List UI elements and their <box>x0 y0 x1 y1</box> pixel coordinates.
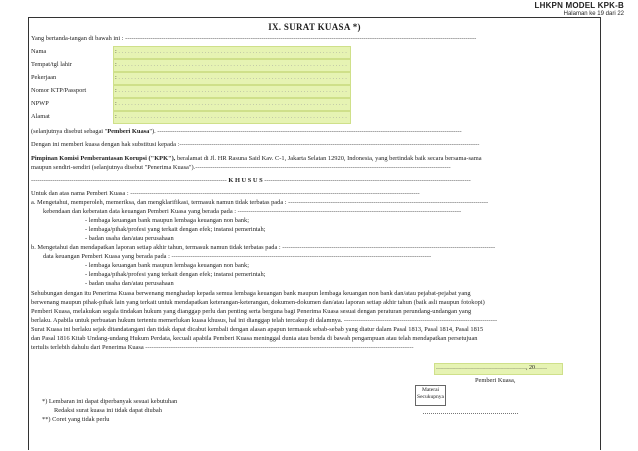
khusus-line: -------------------------------------------------------------------------------------------- K H U S U S ------------------------------------------------------------------------------------------------- <box>31 177 471 184</box>
item-b-bullet: - badan usaha dan/atau perusahaan <box>85 280 174 287</box>
selanjutnya-line: (selanjutnya disebut sebagai "Pemberi Kuasa"). ----------------------------------------------------------------------------------------------------------------------------------------------- <box>31 128 462 135</box>
item-b-bullet: - lembaga keuangan bank maupun lembaga keuangan non bank; <box>85 262 249 269</box>
materai-stamp-box <box>415 385 446 406</box>
untuk-line: Untuk dan atas nama Pemberi Kuasa : ---------------------------------------------------------------------------------------------------------------------------------------- <box>31 190 420 197</box>
section-title: IX. SURAT KUASA *) <box>268 22 361 32</box>
sendiri-line: maupun sendiri-sendiri (selanjutnya disebut "Penerima Kuasa").------------------------------------------------------------------------------------------------------------------------ <box>31 164 451 171</box>
footnote: **) Coret yang tidak perlu <box>42 416 110 423</box>
signature-caption: Pemberi Kuasa, <box>475 377 516 384</box>
form-model-label: LHKPN MODEL KPK-B <box>534 1 624 10</box>
field-label-pekerjaan: Pekerjaan <box>31 74 57 81</box>
stamp-label: Secukupnya <box>417 393 444 400</box>
item-a-bullet: - badan usaha dan/atau perusahaan <box>85 235 174 242</box>
paragraph-line: berlaku. Apabila untuk perbuatan hukum tertentu memerlukan kuasa khusus, hal ini dianggap telah tercakup di dalamnya. ------------------------------------------------------------------------ <box>31 317 498 324</box>
item-b-bullet: - lembaga/pihak/profesi yang terkait dengan efek; instansi pemerintah; <box>85 271 266 278</box>
item-a-line1: a. Mengetahui, memperoleh, memeriksa, dan mengklarifikasi, termasuk namun tidak terbatas pada : ---------------------------------------------------------------------------------------------- <box>31 199 489 206</box>
field-sep: : . . . . . . . . . . . . . . . . . . . . . . . . . . . . . . . . . . . . . . . . . . . . . . . . . . . . . . . . . . . . . . . . . . . . . . . . <box>115 74 347 81</box>
field-label-nama: Nama <box>31 48 47 55</box>
page-number: Halaman ke 19 dari 22 <box>563 11 624 17</box>
item-a-line2: kebendaan dan keberatan data keuangan Pemberi Kuasa yang berada pada : --------------------------------------------------------------------------------------------------------- <box>43 208 462 215</box>
signature-line[interactable] <box>423 413 518 414</box>
field-sep: : . . . . . . . . . . . . . . . . . . . . . . . . . . . . . . . . . . . . . . . . . . . . . . . . . . . . . . . . . . . . . . . . . . . . . . . . <box>115 87 347 94</box>
date-line: ………………………………………, 20…… <box>436 365 547 371</box>
dengan-ini-line: Dengan ini memberi kuasa dengan hak substitusi kepada :--------------------------------------------------------------------------------------------------------------------------------------------- <box>31 141 480 148</box>
footnote: *) Lembaran ini dapat diperbanyak sesuai kebutuhan <box>42 398 178 405</box>
document-frame <box>28 17 601 450</box>
paragraph-line: tertulis terlebih dahulu dari Penerima Kuasa ------------------------------------------------------------------------------------------------------------------------------ <box>31 344 414 351</box>
field-label-npwp: NPWP <box>31 100 49 107</box>
footnote: Redaksi surat kuasa ini tidak dapat diubah <box>54 407 162 414</box>
item-b-line1: b. Mengetahui dan mendapatkan laporan setiap akhir tahun, termasuk namun tidak terbatas pada : ---------------------------------------------------------------------------------------------------- <box>31 244 496 251</box>
paragraph-line: Surat Kuasa ini berlaku sejak ditandatangani dan tidak dapat dicabut kembali dengan alasan apapun termasuk sebab-sebab yang diatur dalam Pasal 1813, Pasal 1814, Pasal 1815 <box>31 326 484 333</box>
field-label-ktp: Nomor KTP/Passport <box>31 87 87 94</box>
field-sep: : . . . . . . . . . . . . . . . . . . . . . . . . . . . . . . . . . . . . . . . . . . . . . . . . . . . . . . . . . . . . . . . . . . . . . . . . <box>115 48 347 55</box>
field-label-tempat: Tempat/tgl lahir <box>31 61 72 68</box>
field-sep: : . . . . . . . . . . . . . . . . . . . . . . . . . . . . . . . . . . . . . . . . . . . . . . . . . . . . . . . . . . . . . . . . . . . . . . . . <box>115 100 347 107</box>
item-b-line2: data keuangan Pemberi Kuasa yang berada pada : -------------------------------------------------------------------------------------------------------------------------- <box>43 253 432 260</box>
field-sep: : . . . . . . . . . . . . . . . . . . . . . . . . . . . . . . . . . . . . . . . . . . . . . . . . . . . . . . . . . . . . . . . . . . . . . . . . <box>115 61 347 68</box>
intro-line: Yang bertanda-tangan di bawah ini : --------------------------------------------------------------------------------------------------------------------------------------------------------------------- <box>31 35 477 42</box>
paragraph-line: Pemberi Kuasa, melakukan segala tindakan hukum yang dianggap perlu dan penting serta berguna bagi Penerima Kuasa sesuai dengan peraturan perundang-undangan yang <box>31 308 472 315</box>
paragraph-line: dan Pasal 1816 Kitab Undang-undang Hukum Perdata, kecuali apabila Pemberi Kuasa meninggal dunia atau benda di bawah pengampuan atau telah mendapatkan persetujuan <box>31 335 478 342</box>
field-sep: : . . . . . . . . . . . . . . . . . . . . . . . . . . . . . . . . . . . . . . . . . . . . . . . . . . . . . . . . . . . . . . . . . . . . . . . . <box>115 113 347 120</box>
paragraph-line: Sehubungan dengan itu Penerima Kuasa berwenang menghadap kepada semua lembaga keuangan bank maupun lembaga keuangan non bank dan/atau pejabat-pejabat yang <box>31 290 471 297</box>
item-a-bullet: - lembaga keuangan bank maupun lembaga keuangan non bank; <box>85 217 249 224</box>
field-label-alamat: Alamat <box>31 113 50 120</box>
item-a-bullet: - lembaga/pihak/profesi yang terkait dengan efek; instansi pemerintah; <box>85 226 266 233</box>
paragraph-line: berwenang maupun pihak-pihak lain yang terkait untuk mendapatkan keterangan-keterangan, dokumen-dokumen dan/atau laporan setiap akhir tahun (baik asli maupun fotokopi) <box>31 299 485 306</box>
pimpinan-line: Pimpinan Komisi Pemberantasan Korupsi ("KPK"), beralamat di Jl. HR Rasuna Said Kav. C-1, Jakarta Selatan 12920, Indonesia, yang bertindak baik secara bersama-sama <box>31 155 482 162</box>
stamp-label: Materai <box>421 387 440 393</box>
